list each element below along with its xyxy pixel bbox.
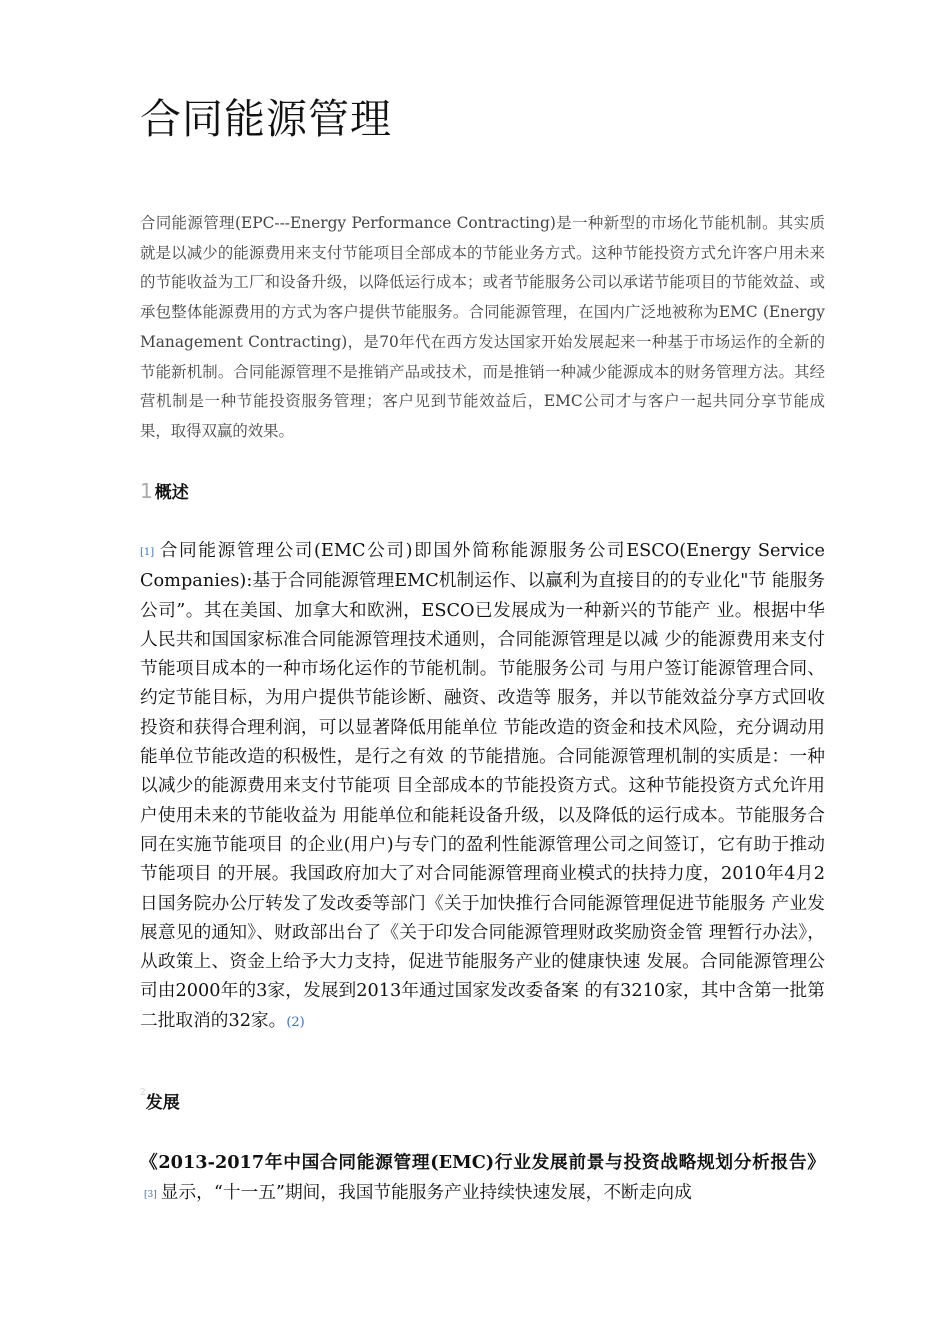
section-number: 1 bbox=[140, 479, 153, 503]
page-title: 合同能源管理 bbox=[140, 95, 392, 143]
intro-paragraph: 合同能源管理(EPC---Energy Performance Contracting)是一种新型的市场化节能机制。其实质就是以减少的能源费用来支付节能项目全部成本的节能业务方式。这种节能投资方式允许客户用未来的节能收益为工厂和设备升级，以降低运行成本；或者节能服务公司以承诺节能项目的节能效益、或承包整体能源费用的方式为客户提供节能服务。合同能源管理，在国内广泛地被称为EMC (Energy Management Contracting)，是70年代在西方发达国家开始发展起来一种基于市场运作的全新的节能新机制。合同能源管理不是推销产品或技术，而是推销一种减少能源成本的财务管理方法。其经营机制是一种节能投资服务管理；客户见到节能效益后，EMC公司才与客户一起共同分享节能成果，取得双赢的效果。 bbox=[140, 214, 825, 440]
overview-paragraph bbox=[140, 537, 825, 1037]
development-text: 显示，“十一五”期间，我国节能服务产业持续快速发展，不断走向成 bbox=[160, 1183, 692, 1203]
section-heading-overview bbox=[140, 478, 189, 503]
report-title: 《2013-2017年中国合同能源管理(EMC)行业发展前景与投资战略规划分析报告》 bbox=[140, 1152, 825, 1173]
section-title: 概述 bbox=[154, 483, 189, 503]
citation-link[interactable]: (2) bbox=[286, 1014, 305, 1030]
section-number: 2 bbox=[140, 1088, 146, 1098]
citation-link[interactable]: [3] bbox=[144, 1190, 157, 1200]
section-title: 发展 bbox=[145, 1093, 180, 1113]
section-heading-development bbox=[140, 1088, 180, 1113]
overview-text: 合同能源管理公司(EMC公司)即国外简称能源服务公司ESCO(Energy Service Companies):基于合同能源管理EMC机制运作、以赢利为直接目的的专业化"节 能服务公司”。其在美国、加拿大和欧洲，ESCO已发展成为一种新兴的节能产 业。根据中华人民共和国国家标准合同能源管理技术通则，合同能源管理是以减 少的能源费用来支付节能项目成本的一种市场化运作的节能机制。节能服务公司 与用户签订能源管理合同、约定节能目标，为用户提供节能诊断、融资、改造等 服务，并以节能效益分享方式回收投资和获得合理利润，可以显著降低用能单位 节能改造的资金和技术风险，充分调动用能单位节能改造的积极性，是行之有效 的节能措施。合同能源管理机制的实质是：一种以减少的能源费用来支付节能项 目全部成本的节能投资方式。这种节能投资方式允许用户使用未来的节能收益为 用能单位和能耗设备升级，以及降低的运行成本。节能服务合同在实施节能项目 的企业(用户)与专门的盈利性能源管理公司之间签订，它有助于推动节能项目 的开展。我国政府加大了对合同能源管理商业模式的扶持力度，2010年4月2 日国务院办公厅转发了发改委等部门《关于加快推行合同能源管理促进节能服务 产业发展意见的通知》、财政部出台了《关于印发合同能源管理财政奖励资金管 理暂行办法》，从政策上、资金上给予大力支持，促进节能服务产业的健康快速 发展。合同能源管理公司由2000年的3家，发展到2013年通过国家发改委备案 的有3210家，其中含第一批第二批取消的32家。 bbox=[140, 541, 825, 1031]
citation-link[interactable]: [1] bbox=[140, 547, 155, 558]
development-paragraph bbox=[140, 1148, 825, 1210]
